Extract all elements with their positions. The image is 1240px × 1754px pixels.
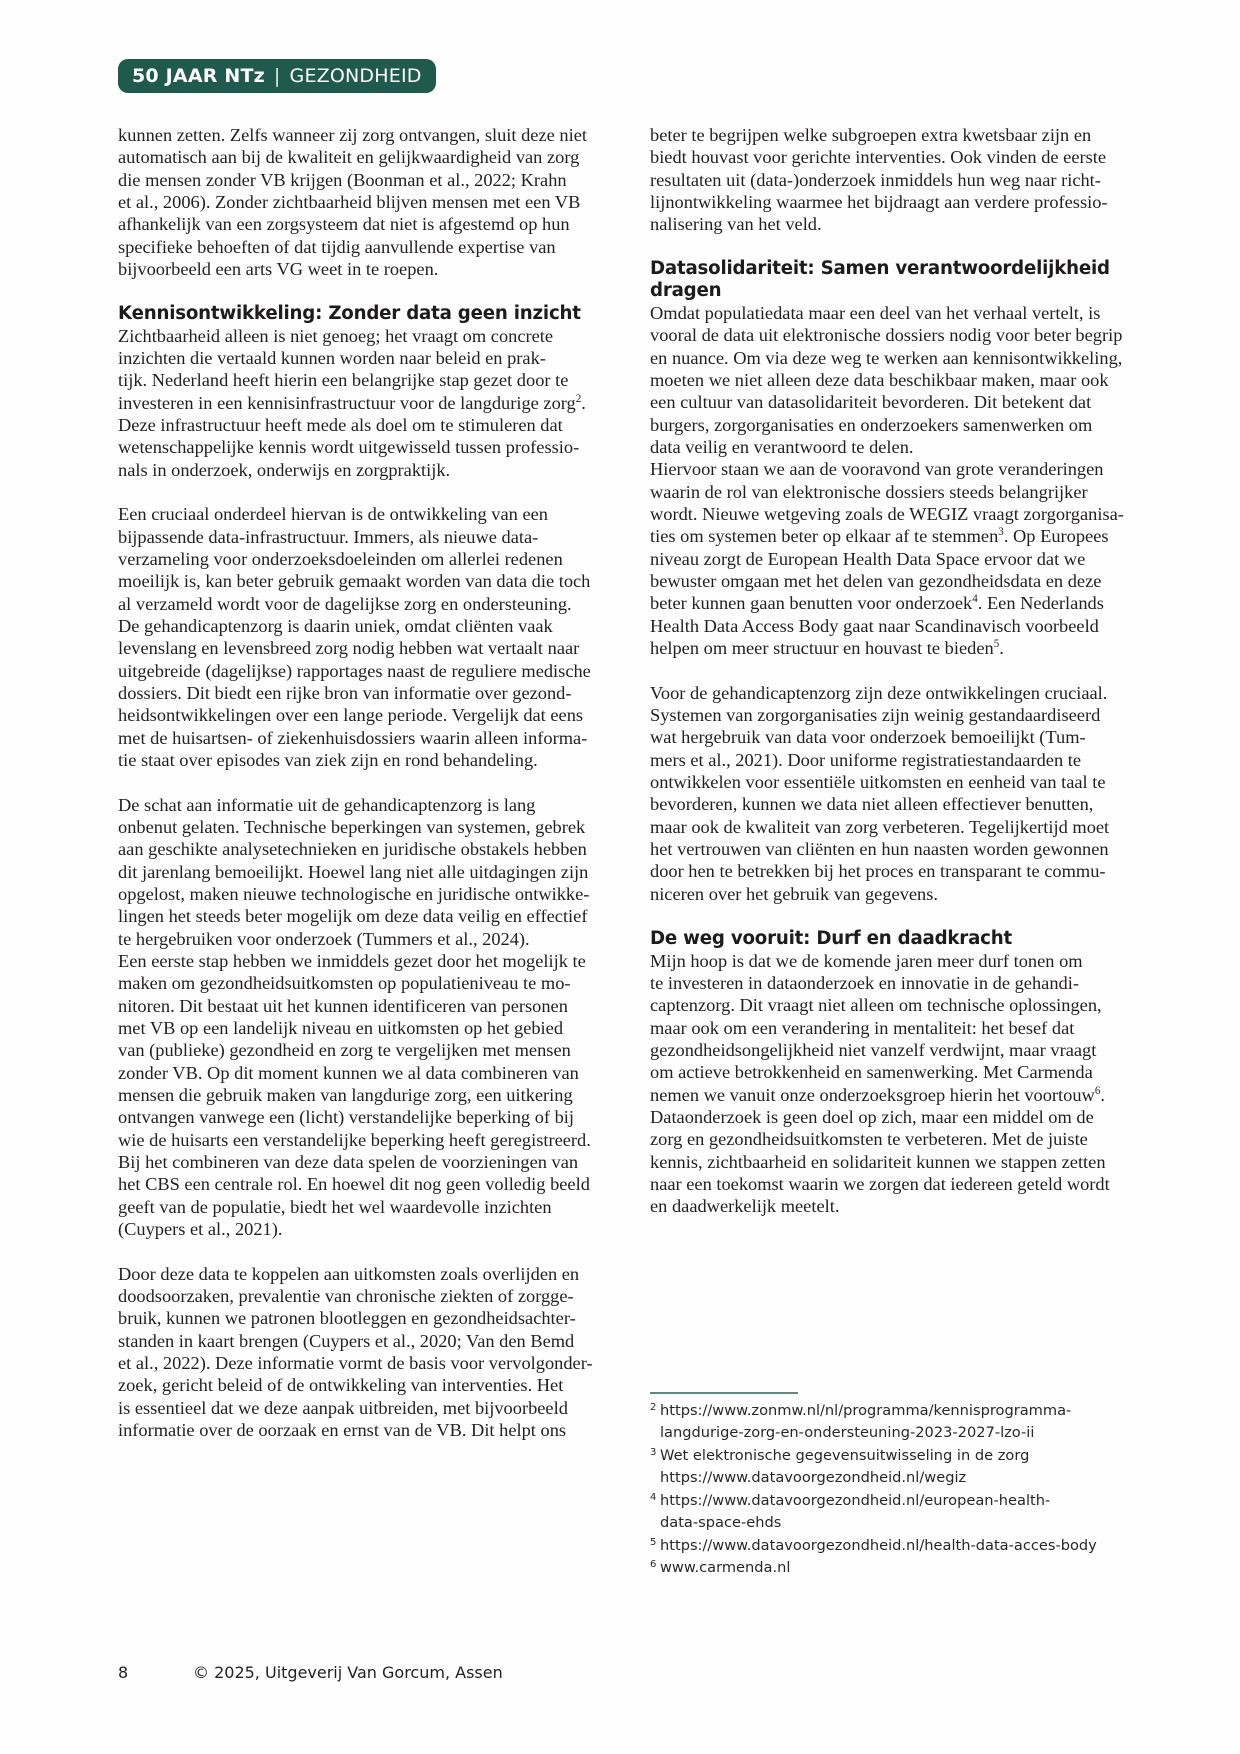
text-line: nals in onderzoek, onderwijs en zorgpraktijk. [118, 460, 451, 480]
text-line: te investeren in dataonderzoek en innovatie in de gehandi- [650, 973, 1079, 993]
text-line: Systemen van zorgorganisaties zijn weinig gestandaardiseerd [650, 705, 1101, 725]
footnote-text: Wet elektronische gegevensuitwisseling in de zorg [660, 1447, 1030, 1464]
footnote-number: 4 [650, 1492, 657, 1503]
text-line: vooral de data uit elektronische dossiers nodig voor beter begrip [650, 325, 1123, 345]
footnote-number: 5 [650, 1537, 657, 1548]
badge-separator: | [273, 65, 281, 87]
text-line: afhankelijk van een zorgsysteem dat niet is afgestemd op hun [118, 214, 570, 234]
text-line: standen in kaart brengen (Cuypers et al., 2020; Van den Bemd [118, 1331, 575, 1351]
badge-section: GEZONDHEID [289, 65, 422, 87]
text-line: geeft van de populatie, biedt het wel waardevolle inzichten [118, 1197, 552, 1217]
text-line: nitoren. Dit bestaat uit het kunnen identificeren van personen [118, 996, 568, 1016]
text-line: ontwikkelen voor essentiële uitkomsten en eenheid van taal te [650, 772, 1106, 792]
section-heading: Kennisontwikkeling: Zonder data geen inzicht [118, 303, 581, 324]
text-line: bewuster omgaan met het delen van gezondheidsdata en deze [650, 571, 1102, 591]
text-line: ontvangen vanwege een (licht) verstandelijke beperking of bij [118, 1107, 575, 1127]
text-line: gezondheidsongelijkheid niet vanzelf verdwijnt, maar vraagt [650, 1040, 1097, 1060]
footnote-number: 3 [650, 1447, 657, 1458]
footnote-number: 6 [650, 1559, 657, 1570]
footnote-ref[interactable]: 2 [575, 392, 582, 405]
text-line: zonder VB. Op dit moment kunnen we al data combineren van [118, 1063, 579, 1083]
text-line: met de huisartsen- of ziekenhuisdossiers waarin alleen informa- [118, 728, 588, 748]
text-line: Deze infrastructuur heeft mede als doel om te stimuleren dat [118, 415, 563, 435]
section-heading: dragen [650, 280, 722, 301]
text-line: wordt. Nieuwe wetgeving zoals de WEGIZ vraagt zorgorganisa- [650, 504, 1124, 524]
text-line: naar een toekomst waarin we zorgen dat iedereen geteld wordt [650, 1174, 1110, 1194]
text-line: Health Data Access Body gaat naar Scandinavisch voorbeeld [650, 616, 1099, 636]
text-line: te hergebruiken voor onderzoek (Tummers et al., 2024). [118, 929, 530, 949]
footnote-link[interactable]: www.carmenda.nl [660, 1559, 791, 1576]
text-line: biedt houvast voor gerichte interventies. Ook vinden de eerste [650, 147, 1107, 167]
footnote-link[interactable]: https://www.zonmw.nl/nl/programma/kennisprogramma- [660, 1402, 1072, 1419]
footnote-link[interactable]: https://www.datavoorgezondheid.nl/european-health- [660, 1492, 1051, 1509]
text-line: data veilig en verantwoord te delen. [650, 437, 914, 457]
text-line: (Cuypers et al., 2021). [118, 1219, 283, 1239]
text-line: zorg en gezondheidsuitkomsten te verbeteren. Met de juiste [650, 1129, 1088, 1149]
text-line: het vertrouwen van cliënten en hun naasten worden gewonnen [650, 839, 1109, 859]
footnote-link[interactable]: https://www.datavoorgezondheid.nl/health-data-acces-body [660, 1537, 1097, 1554]
text-line: mensen die gebruik maken van langdurige zorg, een uitkering [118, 1085, 573, 1105]
text-line: nemen we vanuit onze onderzoeksgroep hierin het voortouw$^6$. [650, 1084, 1105, 1105]
text-line: nalisering van het veld. [650, 214, 822, 234]
text-line: maar ook om een verandering in mentaliteit: het besef dat [650, 1018, 1075, 1038]
text-line: het CBS een centrale rol. En hoewel dit nog geen volledig beeld [118, 1174, 590, 1194]
text-line: met VB op een landelijk niveau en uitkomsten op het gebied [118, 1018, 564, 1038]
text-line: bijpassende data-infrastructuur. Immers, als nieuwe data- [118, 527, 539, 547]
text-line: Dataonderzoek is geen doel op zich, maar een middel om de [650, 1107, 1094, 1127]
footnote-ref[interactable]: 4 [972, 592, 978, 605]
text-line: bruik, kunnen we patronen blootleggen en gezondheidsachter- [118, 1308, 576, 1328]
text-line: mers et al., 2021). Door uniforme registratiestandaarden te [650, 750, 1082, 770]
text-line: die mensen zonder VB krijgen (Boonman et al., 2022; Krahn [118, 170, 567, 190]
text-line: opgelost, maken nieuwe technologische en juridische ontwikke- [118, 884, 590, 904]
text-line: et al., 2006). Zonder zichtbaarheid blijven mensen met een VB [118, 192, 581, 212]
text-line: en daadwerkelijk meetelt. [650, 1196, 840, 1216]
text-line: De schat aan informatie uit de gehandicaptenzorg is lang [118, 795, 536, 815]
text-line: ties om systemen beter op elkaar af te stemmen$^3$. Op Europees [650, 525, 1109, 546]
text-line: verzameling voor onderzoeksdoeleinden om allerlei redenen [118, 549, 563, 569]
text-line: lijnontwikkeling waarmee het bijdraagt aan verdere professio- [650, 192, 1108, 212]
text-line: door hen te betrekken bij het proces en transparant te commu- [650, 861, 1106, 881]
section-badge [118, 59, 436, 93]
text-line: et al., 2022). Deze informatie vormt de basis voor vervolgonder- [118, 1353, 593, 1373]
footnote-ref[interactable]: 6 [1094, 1084, 1101, 1097]
text-line: aan geschikte analysetechnieken en juridische obstakels hebben [118, 839, 587, 859]
text-line: levenslang en levensbreed zorg nodig hebben wat vertaalt naar [118, 638, 580, 658]
section-heading: Datasolidariteit: Samen verantwoordelijkheid [650, 258, 1110, 279]
text-line: beter te begrijpen welke subgroepen extra kwetsbaar zijn en [650, 125, 1092, 145]
text-line: Een eerste stap hebben we inmiddels gezet door het mogelijk te [118, 951, 586, 971]
text-line: Een cruciaal onderdeel hiervan is de ontwikkeling van een [118, 504, 548, 524]
text-line: bijvoorbeeld een arts VG weet in te roepen. [118, 259, 439, 279]
footnote-link[interactable]: https://www.datavoorgezondheid.nl/wegiz [660, 1469, 967, 1486]
text-line: is essentieel dat we deze aanpak uitbreiden, met bijvoorbeeld [118, 1398, 568, 1418]
text-line: onbenut gelaten. Technische beperkingen van systemen, gebrek [118, 817, 586, 837]
text-line: tie staat over episodes van ziek zijn en rond behandeling. [118, 750, 538, 770]
text-line: waarin de rol van elektronische dossiers steeds belangrijker [650, 482, 1088, 502]
text-line: kennis, zichtbaarheid en solidariteit kunnen we stappen zetten [650, 1152, 1106, 1172]
text-line: heidsontwikkelingen over een lange periode. Vergelijk dat eens [118, 705, 584, 725]
text-line: specifieke behoeften of dat tijdig aanvullende expertise van [118, 237, 556, 257]
footnote-ref[interactable]: 5 [993, 637, 1000, 650]
text-line: Door deze data te koppelen aan uitkomsten zoals overlijden en [118, 1264, 580, 1284]
text-line: moeilijk is, kan beter gebruik gemaakt worden van data die toch [118, 571, 591, 591]
text-line: Mijn hoop is dat we de komende jaren meer durf tonen om [650, 951, 1083, 971]
text-line: De gehandicaptenzorg is daarin uniek, omdat cliënten vaak [118, 616, 553, 636]
text-line: maken om gezondheidsuitkomsten op populatieniveau te mo- [118, 973, 571, 993]
text-line: investeren in een kennisinfrastructuur voor de langdurige zorg$^2$. [118, 392, 586, 413]
text-line: moeten we niet alleen deze data beschikbaar maken, maar ook [650, 370, 1109, 390]
text-line: Hiervoor staan we aan de vooravond van grote veranderingen [650, 459, 1104, 479]
text-line: Voor de gehandicaptenzorg zijn deze ontwikkelingen cruciaal. [650, 683, 1108, 703]
page-number: 8 [118, 1663, 129, 1682]
text-line: tijk. Nederland heeft hierin een belangrijke stap gezet door te [118, 370, 569, 390]
badge-title: 50 JAAR NTz [132, 65, 265, 87]
text-line: bevorderen, kunnen we data niet alleen effectiever benutten, [650, 794, 1094, 814]
footnote-link[interactable]: langdurige-zorg-en-ondersteuning-2023-2027-lzo-ii [660, 1424, 1035, 1441]
text-line: kunnen zetten. Zelfs wanneer zij zorg ontvangen, sluit deze niet [118, 125, 587, 145]
text-line: beter kunnen gaan benutten voor onderzoek$^4$. Een Nederlands [650, 592, 1104, 613]
footnote-number: 2 [650, 1402, 657, 1413]
text-line: om actieve betrokkenheid en samenwerking. Met Carmenda [650, 1062, 1093, 1082]
text-line: doodsoorzaken, prevalentie van chronische ziekten of zorgge- [118, 1286, 574, 1306]
text-line: captenzorg. Dit vraagt niet alleen om technische oplossingen, [650, 995, 1102, 1015]
text-line: van (publieke) gezondheid en zorg te vergelijken met mensen [118, 1040, 571, 1060]
section-heading: De weg vooruit: Durf en daadkracht [650, 928, 1012, 949]
text-line: helpen om meer structuur en houvast te bieden$^5$. [650, 637, 1004, 658]
text-line: dossiers. Dit biedt een rijke bron van informatie over gezond- [118, 683, 572, 703]
text-line: dit jarenlang bemoeilijkt. Hoewel lang niet alle uitdagingen zijn [118, 862, 589, 882]
text-line: Zichtbaarheid alleen is niet genoeg; het vraagt om concrete [118, 326, 554, 346]
text-line: wat hergebruik van data voor onderzoek bemoeilijkt (Tum- [650, 727, 1086, 747]
text-line: en nuance. Om via deze weg te werken aan kennisontwikkeling, [650, 348, 1123, 368]
text-line: burgers, zorgorganisaties en onderzoekers samenwerken om [650, 415, 1093, 435]
text-line: Bij het combineren van deze data spelen de voorzieningen van [118, 1152, 579, 1172]
copyright-notice: © 2025, Uitgeverij Van Gorcum, Assen [193, 1663, 503, 1682]
text-line: niveau zorgt de European Health Data Space ervoor dat we [650, 549, 1086, 569]
text-line: uitgebreide (dagelijkse) rapportages naast de reguliere medische [118, 661, 591, 681]
text-line: wetenschappelijke kennis wordt uitgewisseld tussen professio- [118, 437, 580, 457]
text-line: informatie over de oorzaak en ernst van de VB. Dit helpt ons [118, 1420, 567, 1440]
text-line: niceren over het gebruik van gegevens. [650, 884, 939, 904]
text-line: lingen het steeds beter mogelijk om deze data veilig en effectief [118, 906, 588, 926]
text-line: maar ook de kwaliteit van zorg verbeteren. Tegelijkertijd moet [650, 817, 1110, 837]
text-line: zoek, gericht beleid of de ontwikkeling van interventies. Het [118, 1375, 564, 1395]
footnote-ref[interactable]: 3 [998, 525, 1004, 538]
text-line: inzichten die vertaald kunnen worden naar beleid en prak- [118, 348, 546, 368]
text-line: automatisch aan bij de kwaliteit en gelijkwaardigheid van zorg [118, 147, 580, 167]
text-line: een cultuur van datasolidariteit bevorderen. Dit betekent dat [650, 392, 1092, 412]
footnote-link[interactable]: data-space-ehds [660, 1514, 782, 1531]
text-line: wie de huisarts een verstandelijke beperking heeft geregistreerd. [118, 1130, 591, 1150]
text-line: resultaten uit (data-)onderzoek inmiddels hun weg naar richt- [650, 170, 1101, 190]
text-line: al verzameld wordt voor de dagelijkse zorg en ondersteuning. [118, 594, 572, 614]
text-line: Omdat populatiedata maar een deel van het verhaal vertelt, is [650, 303, 1101, 323]
footnote-divider [650, 1392, 798, 1394]
